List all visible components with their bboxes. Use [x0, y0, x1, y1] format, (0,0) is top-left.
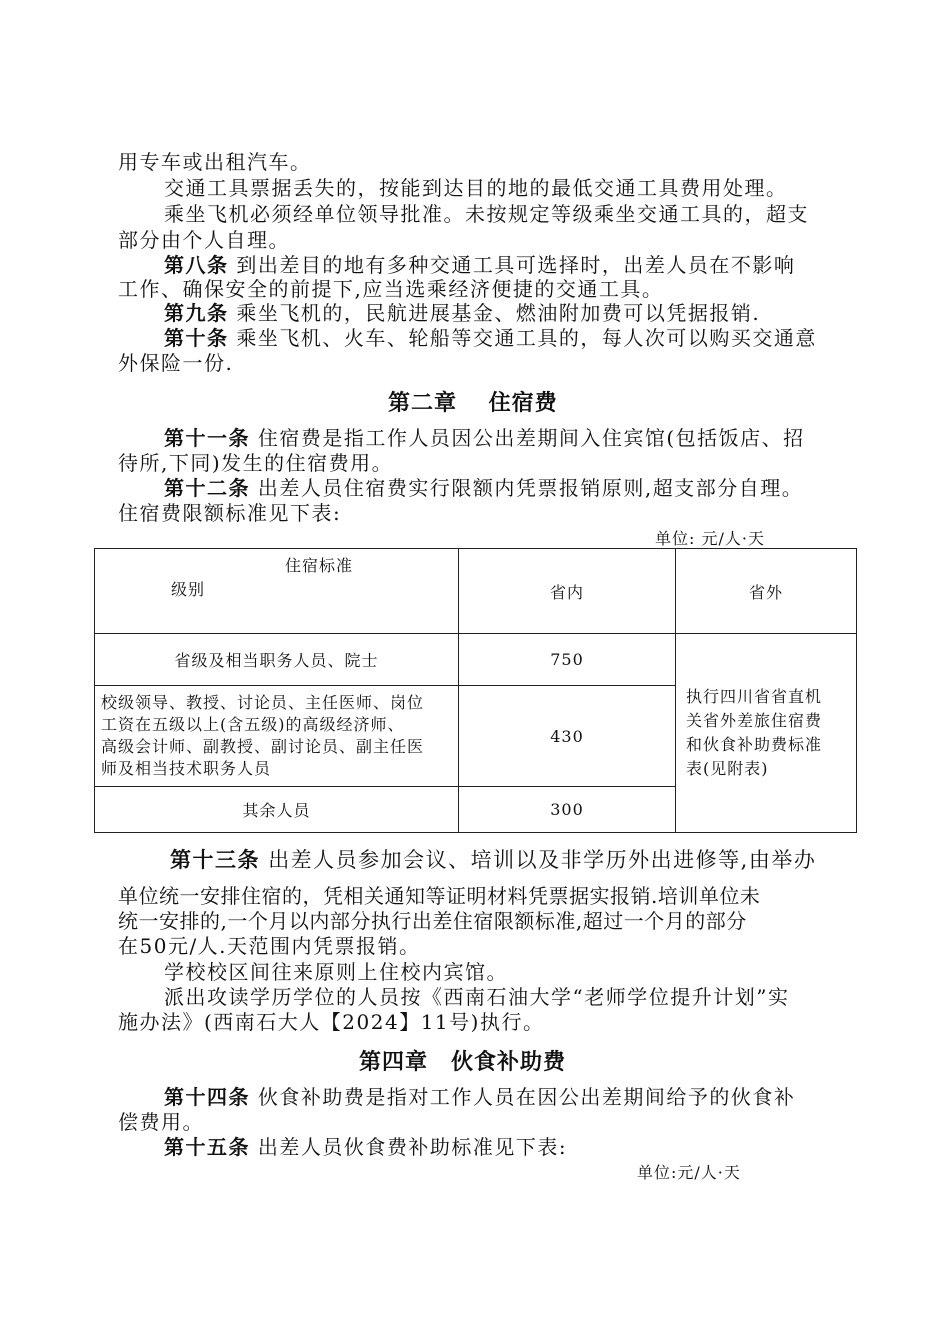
- amount-cell: 300: [459, 787, 676, 833]
- header-out-province: 省外: [676, 549, 857, 634]
- article-text: 住宿费是指工作人员因公出差期间入住宾馆(包括饭店、招: [257, 426, 805, 450]
- level-cell: [95, 686, 459, 787]
- article-14: [164, 1085, 795, 1109]
- note-line: 关省外差旅住宿费: [686, 711, 823, 730]
- unit-label: 单位: 元/人·天: [655, 529, 765, 548]
- article-label: 第十二条: [164, 476, 250, 500]
- article-text: 伙食补助费是指对工作人员在因公出差期间给予的伙食补: [257, 1085, 796, 1109]
- level-line: 师及相当技术职务人员: [101, 759, 272, 778]
- article-text: 乘坐飞机的，民航进展基金、燃油附加费可以凭据报销.: [236, 301, 761, 325]
- table-row: [95, 634, 857, 686]
- article-8: [164, 253, 795, 277]
- note-line: 和伙食补助费标准: [686, 735, 823, 754]
- text-line: 在50元/人.天范围内凭票报销。: [118, 934, 421, 958]
- header-standard: 住宿标准: [285, 556, 354, 575]
- level-line: 工资在五级以上(含五级)的高级经济师、: [101, 715, 405, 734]
- level-line: 校级领导、教授、讨论员、主任医师、岗位: [101, 693, 425, 712]
- amount-cell: 750: [459, 634, 676, 686]
- article-text: 出差人员参加会议、培训以及非学历外出进修等,由举办: [268, 848, 817, 872]
- article-label: 第十四条: [164, 1085, 250, 1109]
- text-line: 外保险一份.: [118, 351, 234, 375]
- text-line: 交通工具票据丢失的，按能到达目的地的最低交通工具费用处理。: [164, 176, 788, 200]
- text-line: 施办法》(西南石大人【2024】11号)执行。: [118, 1010, 545, 1034]
- article-text: 出差人员住宿费实行限额内凭票报销原则,超支部分自理。: [257, 476, 804, 500]
- level-line: 高级会计师、副教授、副讨论员、副主任医: [101, 737, 425, 756]
- article-text: 到出差目的地有多种交通工具可选择时，出差人员在不影响: [236, 253, 796, 277]
- article-label: 第十三条: [170, 847, 260, 872]
- text-line: 单位统一安排住宿的，凭相关通知等证明材料凭票据实报销.培训单位未: [118, 884, 761, 908]
- chapter-2-heading: 第二章 住宿费: [388, 391, 558, 416]
- note-line: 执行四川省省直机: [686, 687, 823, 706]
- text-line: 学校校区间往来原则上住校内宾馆。: [164, 960, 508, 984]
- text-line: 待所,下同)发生的住宿费用。: [118, 451, 394, 475]
- note-line: 表(见附表): [686, 759, 769, 778]
- article-label: 第九条: [164, 301, 229, 325]
- table-header-row: [95, 549, 857, 634]
- outside-province-note: [676, 634, 857, 833]
- unit-label: 单位:元/人·天: [637, 1163, 741, 1182]
- article-10: [164, 326, 817, 350]
- article-label: 第十一条: [164, 426, 250, 450]
- text-line: 部分由个人自理。: [118, 228, 290, 252]
- text-line: 派出攻读学历学位的人员按《西南石油大学“老师学位提升计划”实: [164, 985, 790, 1009]
- article-15: [164, 1135, 567, 1159]
- header-level: 级别: [171, 580, 206, 599]
- level-cell: 省级及相当职务人员、院士: [95, 634, 459, 686]
- text-line: 统一安排的,一个月以内部分执行出差住宿限额标准,超过一个月的部分: [118, 909, 747, 933]
- article-13: [170, 848, 816, 872]
- article-11: [164, 426, 805, 450]
- level-cell: 其余人员: [95, 787, 459, 833]
- article-9: [164, 301, 760, 325]
- article-label: 第十五条: [164, 1135, 250, 1159]
- header-in-province: 省内: [459, 549, 676, 634]
- article-12: [164, 476, 803, 500]
- text-line: 工作、确保安全的前提下,应当选乘经济便捷的交通工具。: [118, 277, 664, 301]
- article-text: 出差人员伙食费补助标准见下表:: [257, 1135, 568, 1159]
- chapter-4-heading: 第四章 伙食补助费: [359, 1050, 567, 1075]
- accommodation-table: [94, 548, 857, 833]
- article-label: 第八条: [164, 253, 229, 277]
- text-line: 用专车或出租汽车。: [118, 150, 312, 174]
- text-line: 偿费用。: [118, 1110, 204, 1134]
- article-text: 乘坐飞机、火车、轮船等交通工具的，每人次可以购买交通意: [236, 326, 817, 350]
- text-line: 乘坐飞机必须经单位领导批准。未按规定等级乘坐交通工具的，超支: [164, 202, 809, 226]
- text-line: 住宿费限额标准见下表:: [118, 501, 342, 525]
- header-diagonal-cell: [95, 549, 459, 634]
- article-label: 第十条: [164, 326, 229, 350]
- amount-cell: 430: [459, 686, 676, 787]
